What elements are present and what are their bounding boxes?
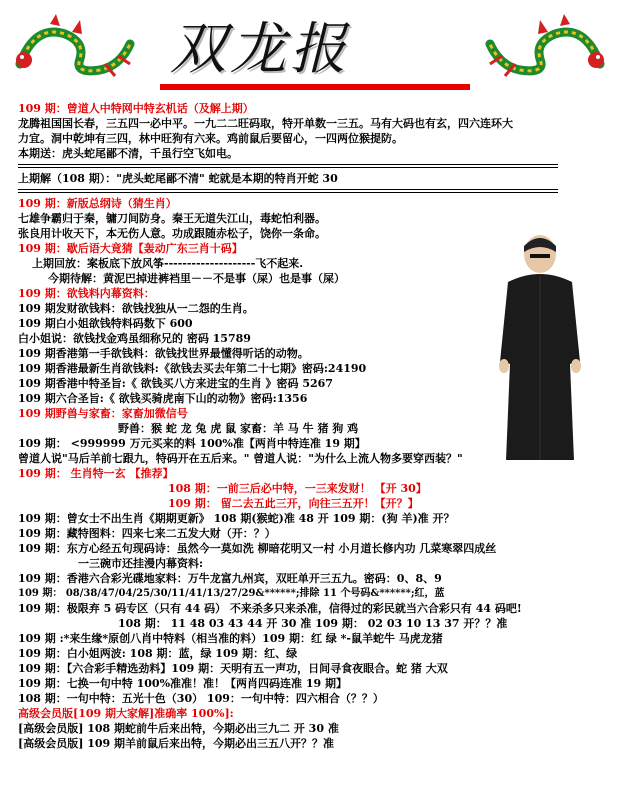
page-header bbox=[0, 0, 618, 100]
text-line: 109 期：藏特图料：四来七来二五发大财（开：？） bbox=[18, 527, 276, 540]
text-line: 今期待解：黄泥巴掉进裤裆里－－不是事（屎）也是事（屎） bbox=[48, 272, 345, 285]
text-line: 108 期： 11 48 03 43 44 开 30 准 109 期： 02 03 10 13 37 开？？准 bbox=[118, 617, 508, 630]
text-line: 张良用计收天下，本无伤人意。功成跟随赤松子，饶你一条命。 bbox=[18, 227, 326, 240]
text-line: 109 期： <999999 万元买来的料 100%准【两肖中特连准 19 期】 bbox=[18, 437, 366, 450]
divider bbox=[18, 189, 558, 193]
text-line: 109 期： 生肖特一玄 【推荐】 bbox=[18, 467, 174, 480]
text-line: 109 期 :*来生缘*原创八肖中特料（相当准的料）109 期：红 绿 *-鼠羊蛇牛 马虎龙猪 bbox=[18, 632, 443, 645]
text-line: 曾道人说"马后羊前七跟九，特码开在五后来。" 曾道人说："为什么上流人物多要穿西装？" bbox=[18, 452, 463, 465]
text-line: 109 期香港最新生肖欲钱料:《欲钱去买去年第二十七期》密码:24190 bbox=[18, 362, 367, 375]
text-line: 109 期野兽与家畜：家畜加微信号 bbox=[18, 407, 188, 420]
text-line: 109 期：极限弃 5 码专区（只有 44 码） 不来杀多只来杀准，信得过的彩民就当六合彩只有 44 码吧! bbox=[18, 602, 522, 615]
text-line: 白小姐说：欲钱找金鸡虽细称兄的 密码 15789 bbox=[18, 332, 251, 345]
text-line: 109 期：【六合彩手精选劲料】109 期：天明有五一声功，日间寻食夜眼合。蛇 猪 大双 bbox=[18, 662, 448, 675]
text-line: 109 期：东方心经五句现码诗：虽然今一莫如洗 柳暗花明又一村 小月道长修内功 几菜寒翠四成丝 bbox=[18, 542, 497, 555]
text-line: 109 期香港中特圣旨:《 欲钱买八方来进宝的生肖 》密码 5267 bbox=[18, 377, 333, 390]
text-line: 108 期：一前三后必中特，一三来发财！ 【开 30】 bbox=[168, 482, 427, 495]
title-underline bbox=[160, 84, 470, 90]
text-line: 七雄争霸归于秦，镛刀间防身。秦王无道失江山，毒蛇怕利器。 bbox=[18, 212, 326, 225]
text-line: 一三碗市还挂漫内幕资料: bbox=[78, 557, 204, 570]
text-line: 本期送：虎头蛇尾鄙不清，千虽行空飞如电。 bbox=[18, 147, 238, 160]
text-line: 109 期：白小姐两波: 108 期：蓝，绿 109 期：红、绿 bbox=[18, 647, 298, 660]
dragon-right-icon bbox=[480, 4, 610, 84]
text-line: 109 期：歇后语大竟猜【轰动广东三肖十码】 bbox=[18, 242, 243, 255]
text-line: 野兽：猴 蛇 龙 兔 虎 鼠 家畜：羊 马 牛 猪 狗 鸡 bbox=[118, 422, 359, 435]
text-line: 109 期：欲钱料内幕资料： bbox=[18, 287, 155, 300]
text-line: 109 期发财欲钱料：欲钱找独从一二怨的生肖。 bbox=[18, 302, 254, 315]
dragon-left-icon bbox=[10, 4, 140, 84]
page-title: 双龙报 bbox=[170, 17, 350, 82]
text-line: 109 期： 留二去五此三开，向往三五开！【开？】 bbox=[168, 497, 419, 510]
text-line: 高级会员版[109 期大家解]准确率 100%]: bbox=[18, 707, 234, 720]
text-line: 109 期： 08/38/47/04/25/30/11/41/13/27/29&******;排除 11 个号码&******;红，蓝 bbox=[18, 588, 445, 599]
text-line: 109 期：曾道人中特网中特玄机话（及解上期） bbox=[18, 102, 254, 115]
text-line: 上期解（108 期）："虎头蛇尾鄙不清" 蛇就是本期的特肖开蛇 30 bbox=[18, 172, 338, 185]
article-body bbox=[18, 101, 578, 751]
text-line: 109 期：新版总纲诗（猜生肖） bbox=[18, 197, 177, 210]
text-line: [高级会员版] 108 期蛇前牛后来出特，今期必出三九二 开 30 准 bbox=[18, 722, 339, 735]
text-line: 上期回放：案板底下放风筝--------------------飞不起来. bbox=[32, 257, 304, 270]
text-line: 109 期：七换一句中特 100%准准！准！【两肖四码连准 19 期】 bbox=[18, 677, 347, 690]
text-line: 109 期：香港六合彩光碟地家料：万牛龙富九州宾，双旺单开三五九。密码：0、8、9 bbox=[18, 572, 442, 585]
text-line: 109 期：曾女士不出生肖《期期更新》 108 期(猴蛇)准 48 开 109 期：(狗 羊)准 开？ bbox=[18, 512, 455, 525]
text-line: 109 期六合圣旨:《 欲钱买骑虎南下山的动物》密码:1356 bbox=[18, 392, 308, 405]
text-line: 龙腾祖国国长春，三五四一必中平。一九二二旺码取，特开单数一三五。马有大码也有玄，四六连环大 bbox=[18, 117, 513, 130]
text-line: [高级会员版] 109 期羊前鼠后来出特，今期必出三五八开？？准 bbox=[18, 737, 335, 750]
text-line: 力宜。洞中乾坤有三四，林中旺狗有六来。鸡前鼠后要留心，一四两位猴提防。 bbox=[18, 132, 403, 145]
divider bbox=[18, 164, 558, 168]
text-line: 108 期：一句中特：五光十色（30） 109：一句中特：四六相合（？？） bbox=[18, 692, 384, 705]
text-line: 109 期香港第一手欲钱料：欲钱找世界最懂得听话的动物。 bbox=[18, 347, 309, 360]
text-line: 109 期白小姐欲钱特料码数下 600 bbox=[18, 317, 193, 330]
